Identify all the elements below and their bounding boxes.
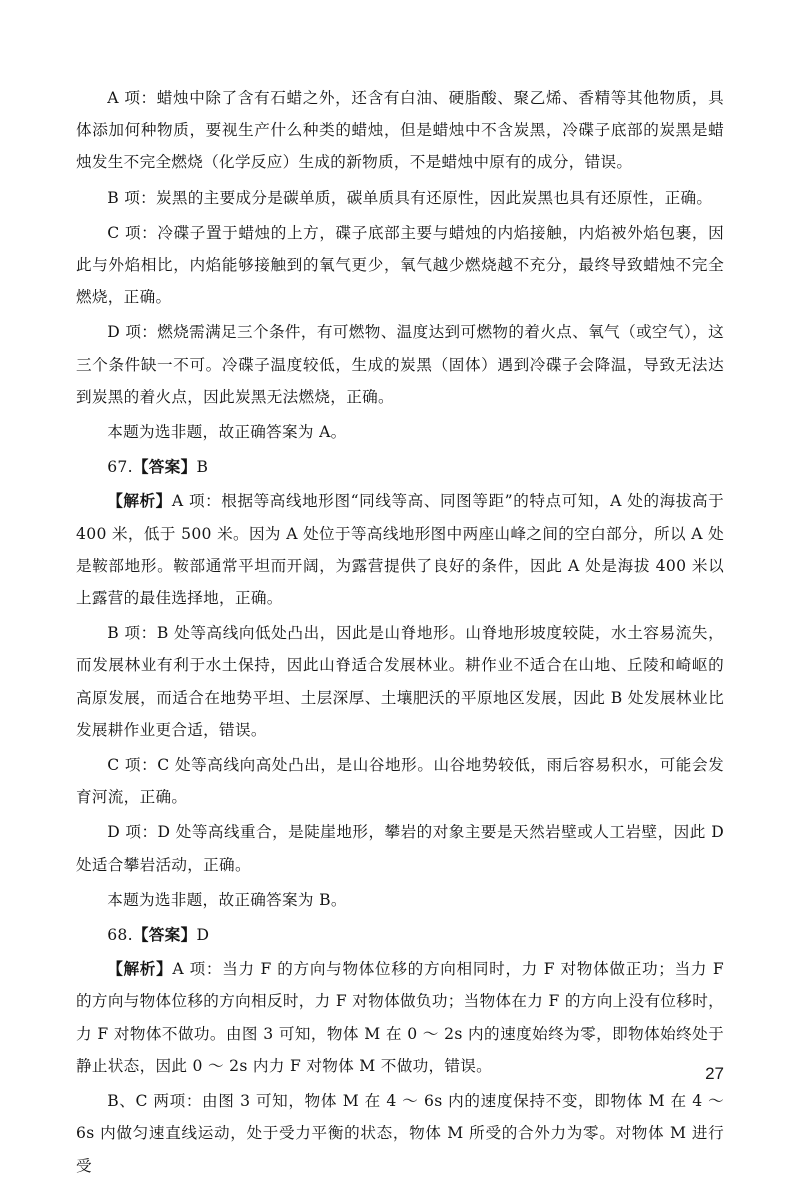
q68-option-a-text: A 项：当力 F 的方向与物体位移的方向相同时，力 F 对物体做正功；当力 F 的方向与物体位移的方向相反时，力 F 对物体做负功；当物体在力 F 的方向上没有位移时，力 F 对物体不做功。由图 3 可知，物体 M 在 0 ～ 2s 内的速度始终为零，即物体始终处于静止状态，因此 0 ～ 2s 内力 F 对物体 M 不做功，错误。: [76, 960, 724, 1075]
q67-conclusion: 本题为选非题，故正确答案为 B。: [107, 890, 347, 909]
q68-answer-heading: [76, 919, 724, 951]
q66-option-c: C 项：冷碟子置于蜡烛的上方，碟子底部主要与蜡烛的内焰接触，内焰被外焰包裹，因此与外焰相比，内焰能够接触到的氧气更少，氧气越少燃烧越不充分，最终导致蜡烛不完全燃烧，正确。: [76, 223, 724, 307]
q66-option-b: B 项：炭黑的主要成分是碳单质，碳单质具有还原性，因此炭黑也具有还原性，正确。: [107, 188, 713, 207]
q67-option-b: B 项：B 处等高线向低处凸出，因此是山脊地形。山脊地形坡度较陡，水土容易流失，而发展林业有利于水土保持，因此山脊适合发展林业。耕作业不适合在山地、丘陵和崎岖的高原发展，而适合在地势平坦、土层深厚、土壤肥沃的平原地区发展，因此 B 处发展林业比发展耕作业更合适，错误。: [76, 624, 724, 739]
q67-option-a-text: A 项：根据等高线地形图“同线等高、同图等距”的特点可知，A 处的海拔高于 400 米，低于 500 米。因为 A 处位于等高线地形图中两座山峰之间的空白部分，所以 A 处是鞍部地形。鞍部通常平坦而开阔，为露营提供了良好的条件，因此 A 处是海拔 400 米以上露营的最佳选择地，正确。: [76, 492, 725, 608]
q67-option-c: C 项：C 处等高线向高处凸出，是山谷地形。山谷地势较低，雨后容易积水，可能会发育河流，正确。: [76, 756, 724, 807]
q67-number: 67.: [107, 458, 133, 477]
q67-answer-value: B: [196, 458, 209, 477]
q68-option-a: [76, 953, 724, 1082]
page-number: 27: [705, 1064, 724, 1083]
q68-option-bc: B、C 两项：由图 3 可知，物体 M 在 4 ～ 6s 内的速度保持不变，即物体 M 在 4 ～ 6s 内做匀速直线运动，处于受力平衡的状态，物体 M 所受的合外力为零。对物体 M 进行受: [76, 1092, 724, 1175]
q68-answer-label: 【答案】: [132, 926, 197, 945]
q68-answer-value: D: [196, 926, 210, 945]
q67-answer-label: 【答案】: [132, 458, 197, 477]
q67-option-d: D 项：D 处等高线重合，是陡崖地形，攀岩的对象主要是天然岩壁或人工岩壁，因此 D 处适合攀岩活动，正确。: [76, 823, 724, 874]
q68-analysis-label: 【解析】: [107, 960, 173, 979]
q66-conclusion: 本题为选非题，故正确答案为 A。: [107, 423, 347, 442]
q66-option-d: D 项：燃烧需满足三个条件，有可燃物、温度达到可燃物的着火点、氧气（或空气），这三个条件缺一不可。冷碟子温度较低，生成的炭黑（固体）遇到冷碟子会降温，导致无法达到炭黑的着火点，因此炭黑无法燃烧，正确。: [76, 323, 724, 406]
page-content: [76, 82, 724, 1185]
q68-number: 68.: [107, 926, 133, 945]
q67-option-a: [76, 485, 724, 614]
q67-analysis-label: 【解析】: [107, 492, 172, 511]
q67-answer-heading: [76, 451, 724, 483]
q66-option-a: A 项：蜡烛中除了含有石蜡之外，还含有白油、硬脂酸、聚乙烯、香精等其他物质，具体添加何种物质，要视生产什么种类的蜡烛，但是蜡烛中不含炭黑，冷碟子底部的炭黑是蜡烛发生不完全燃烧（化学反应）生成的新物质，不是蜡烛中原有的成分，错误。: [76, 89, 724, 172]
